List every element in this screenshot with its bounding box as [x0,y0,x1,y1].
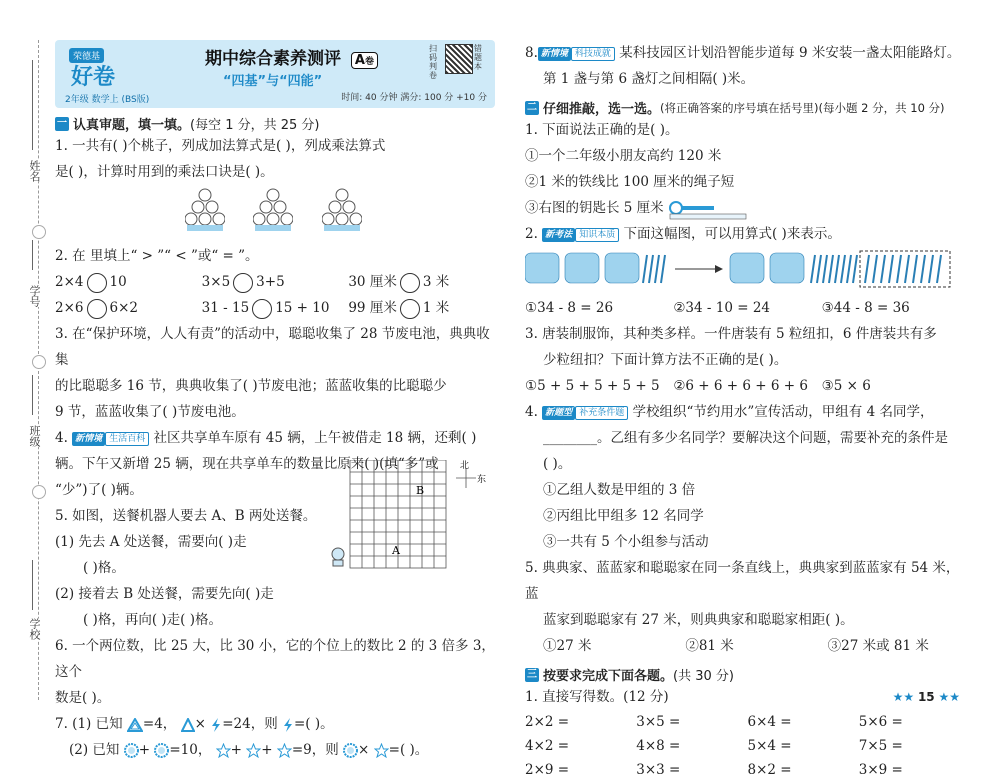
page-number-value: 15 [917,690,935,704]
q7-text: (2) 已知 [69,742,120,758]
q7-line2 [55,737,495,763]
section-number-icon: 二 [527,101,537,113]
q5-line5: ( )格，再向( )走( )格。 [83,612,222,628]
qr-code-icon[interactable] [445,44,473,74]
q5-line1: 5. 如图，送餐机器人要去 A、B 两处送餐。 [55,508,317,524]
time-score-info: 时间: 40 分钟 满分: 100 分 +10 分 [341,93,487,103]
c4-option2[interactable]: ②丙组比甲组多 12 名同学 [543,508,704,524]
section-1-heading [55,114,495,133]
right-column [525,40,970,782]
section-title: 仔细推敲，选一选。 [543,102,661,117]
compare-circle[interactable] [233,273,253,293]
east-label: 东 [477,475,487,485]
arith-item[interactable]: 6×4 = [747,714,792,730]
q7-text: × [358,742,370,758]
sun-ring-icon [343,743,358,758]
q7-text: + [261,742,273,758]
page-number: ★★ 15 ★★ [892,690,960,704]
arith-item[interactable]: 4×2 = [525,738,570,754]
arith-item[interactable]: 7×5 = [858,738,903,754]
q5-grid-map [330,460,490,570]
q8-text: 某科技园区计划沿智能步道每 9 米安装一盏太阳能路灯。 [619,45,961,61]
q7-text: =( )。 [294,716,334,732]
arith-item[interactable]: 5×6 = [858,714,903,730]
c4-text: 学校组织“节约用水”宣传活动，甲组有 4 名同学， [632,404,934,420]
c4-line1: 4. 新题型 补充条件题 学校组织“节约用水”宣传活动，甲组有 4 名同学， [525,404,934,420]
section-title: 认真审题，填一填。 [73,118,191,133]
q2-left: 2×6 [55,300,84,316]
compare-circle[interactable] [400,273,420,293]
c5-option2[interactable]: ②81 米 [685,638,734,654]
c4-line2: ________。乙组有多少名同学？要解决这个问题，需要补充的条件是 [543,430,948,446]
q7-text: + [230,742,242,758]
point-a-label: A [392,544,400,557]
c3-option1[interactable]: ①5 + 5 + 5 + 5 + 5 [525,378,660,394]
q3-line3: 9 节，蓝蓝收集了( )节废电池。 [55,404,245,420]
binding-hole [32,225,46,239]
number-label: 学号 [28,285,41,307]
name-label: 姓名 [28,160,41,182]
c5-option1[interactable]: ①27 米 [543,638,592,654]
arith-row [525,710,970,734]
q7-text: =24，则 [222,716,278,732]
section-title: 按要求完成下面各题。 [543,669,674,684]
compare-circle[interactable] [87,299,107,319]
c1-option3[interactable] [525,195,970,221]
c5-line1: 5. 典典家、蓝蓝家和聪聪家在同一条直线上，典典家到蓝蓝家有 54 米，蓝 [525,560,960,602]
arith-row [525,758,970,782]
c3-options [525,373,970,399]
section-3-heading [525,665,970,684]
q2-row1 [55,269,495,295]
left-column [55,40,495,763]
q7-text: =( )。 [388,742,429,758]
qr-left-label: 扫码判卷 [429,44,437,80]
section-note: (每空 1 分，共 25 分) [190,118,320,133]
arith-item[interactable]: 3×9 = [858,762,903,778]
c4-option1[interactable]: ①乙组人数是甲组的 3 倍 [543,482,696,498]
c3-line1: 3. 唐装制服饰，其种类多样。一件唐装有 5 粒纽扣，6 件唐装共有多 [525,326,937,342]
c5-line2: 蓝家到聪聪家有 27 米，则典典家和聪聪家相距( )。 [543,612,854,628]
c2-option1[interactable]: ①34 - 8 = 26 [525,300,614,316]
q4-text: 社区共享单车原有 45 辆，上午被借走 18 辆，还剩( ) [153,430,477,446]
q3-line1: 3. 在“保护环境，人人有责”的活动中，聪聪收集了 28 节废电池，典典收集 [55,326,490,368]
qr-right-label: 错题本 [474,44,482,71]
qr-block[interactable] [429,44,487,80]
level-suffix: 卷 [364,57,374,67]
class-blank[interactable] [32,375,34,415]
q2-right: 3+5 [256,274,285,290]
test-header [55,40,495,108]
q2-right: 6×2 [109,300,138,316]
q2-left: 31 - 15 [201,300,250,316]
arith-item[interactable]: 5×4 = [747,738,792,754]
compare-circle[interactable] [252,299,272,319]
d1-title: 1. 直接写得数。(12 分) [525,689,669,705]
cut-line [38,40,39,700]
c2-option2[interactable]: ②34 - 10 = 24 [673,300,771,316]
binding-hole [32,485,46,499]
arith-item[interactable]: 3×3 = [636,762,681,778]
q7-text: =10， [169,742,212,758]
peach-piles-image [55,185,495,243]
section-number-icon: 三 [527,668,537,680]
number-blank[interactable] [32,240,34,270]
c1-option3-text: ③右图的钥匙长 5 厘米 [525,200,664,216]
arith-item[interactable]: 2×9 = [525,762,570,778]
q6-line2: 数是( )。 [55,690,111,706]
q6-line1: 6. 一个两位数，比 25 大，比 30 小，它的个位上的数比 2 的 3 倍多 3，这个 [55,638,495,680]
c3-line2: 少粒纽扣？下面计算方法不正确的是( )。 [543,352,788,368]
c4-line3: ( )。 [543,456,572,472]
c5-option3[interactable]: ③27 米或 81 米 [827,638,929,654]
q2-right: 1 米 [422,300,450,316]
q8-line2: 第 1 盏与第 6 盏灯之间相隔( )米。 [543,71,755,87]
q3-line2: 的比聪聪多 16 节，典典收集了( )节废电池；蓝蓝收集的比聪聪少 [55,378,447,394]
category-badge: 知识本质 [575,228,619,242]
arith-item[interactable]: 3×5 = [636,714,681,730]
peach-pile-icon [185,185,225,235]
section-2-heading [525,98,970,117]
c1-stem: 1. 下面说法正确的是( )。 [525,122,679,138]
class-label: 班级 [28,425,41,447]
robot-icon [332,548,344,566]
q2-right: 15 + 10 [275,300,330,316]
q1-line1: 1. 一共有( )个桃子，列成加法算式是( )，列成乘法算式 [55,138,386,154]
arith-item[interactable]: 4×8 = [636,738,681,754]
star-icon [277,743,292,758]
c2-options [525,295,970,321]
brand-logo [63,48,150,105]
key-ruler-image [668,198,748,220]
new-badge: 新情境 [72,432,105,446]
subtitle: “四基”与“四能” [223,74,323,89]
peach-pile-icon [322,185,362,235]
category-badge: 科技成就 [571,47,615,61]
star-icon [374,743,389,758]
brand-name: 好卷 [71,64,116,90]
category-badge: 补充条件题 [575,406,628,420]
school-label: 学校 [28,618,41,640]
q7-text: =9，则 [291,742,339,758]
category-badge: 生活百科 [105,432,149,446]
q7-text: × [194,716,206,732]
q7-line1 [55,711,495,737]
q7-text: 7. (1) 已知 [55,716,123,732]
section-note: (将正确答案的序号填在括号里)(每小题 2 分，共 10 分) [660,100,945,115]
stick-bundles-image [525,247,970,291]
q2-right: 10 [109,274,127,290]
arith-row [525,734,970,758]
q5-line4: (2) 接着去 B 处送餐，需要先向( )走 [55,586,274,602]
q2-row2 [55,295,495,321]
c5-options [525,633,970,659]
school-blank[interactable] [32,560,34,610]
c4-option3[interactable]: ③一共有 5 个小组参与活动 [543,534,709,550]
q4-line2: 辆。下午又新增 25 辆，现在共享单车的数量比原来( )(填“多”或 [55,456,439,472]
sun-ring-icon [154,743,169,758]
q7-text: =4， [142,716,177,732]
c3-option2[interactable]: ②6 + 6 + 6 + 6 + 6 [673,378,808,394]
q2-title: 2. 在 里填上“ > ”“ < ”或“ = ”。 [55,248,259,264]
q2-left: 99 厘米 [348,300,397,316]
section-note: (共 30 分) [673,669,734,684]
arith-item[interactable]: 8×2 = [747,762,792,778]
section-number-icon: 一 [57,117,67,129]
star-icon [246,743,261,758]
q5-line2: (1) 先去 A 处送餐，需要向( )走 [55,534,247,550]
level-letter: A [354,53,365,68]
binding-hole [32,355,46,369]
c2-option3[interactable]: ③44 - 8 = 36 [821,300,910,316]
c1-option1[interactable]: ①一个二年级小朋友高约 120 米 [525,148,722,164]
star-icon [216,743,231,758]
q4-line3: “少”)了( )辆。 [55,482,143,498]
sun-ring-icon [124,743,139,758]
brand-tag: 荣德基 [69,48,104,63]
q2-left: 2×4 [55,274,84,290]
q8-number: 8. [525,45,538,61]
q8-line1 [525,40,970,66]
c3-option3[interactable]: ③5 × 6 [821,378,871,394]
q1-line2: 是( )，计算时用到的乘法口诀是( )。 [55,164,274,180]
arith-item[interactable]: 2×2 = [525,714,570,730]
page-title [205,44,378,69]
compare-circle[interactable] [400,299,420,319]
q4-line1: 4. 新情境 生活百科 社区共享单车原有 45 辆，上午被借走 18 辆，还剩( ) [55,430,477,446]
q2-right: 3 米 [422,274,450,290]
c2-stem: 2. 新考法 知识本质 下面这幅图，可以用算式( )来表示。 [525,226,841,242]
point-b-label: B [416,484,425,497]
binding-margin [0,0,46,720]
c1-option2[interactable]: ②1 米的铁线比 100 厘米的绳子短 [525,174,735,190]
q2-left: 3×5 [201,274,231,290]
q2-left: 30 厘米 [348,274,397,290]
grade-label: 2年级 数学上 (BS版) [65,95,150,105]
new-badge: 新情境 [538,47,571,61]
peach-pile-icon [253,185,293,235]
c2-text: 下面这幅图，可以用算式( )来表示。 [623,226,841,242]
title-text: 期中综合素养测评 [205,49,341,69]
new-badge: 新考法 [542,228,575,242]
q7-text: + [138,742,151,758]
new-badge: 新题型 [542,406,575,420]
name-blank[interactable] [32,60,34,150]
level-badge [351,52,378,69]
north-label: 北 [460,461,470,471]
q5-line3: ( )格。 [83,560,125,576]
compare-circle[interactable] [87,273,107,293]
